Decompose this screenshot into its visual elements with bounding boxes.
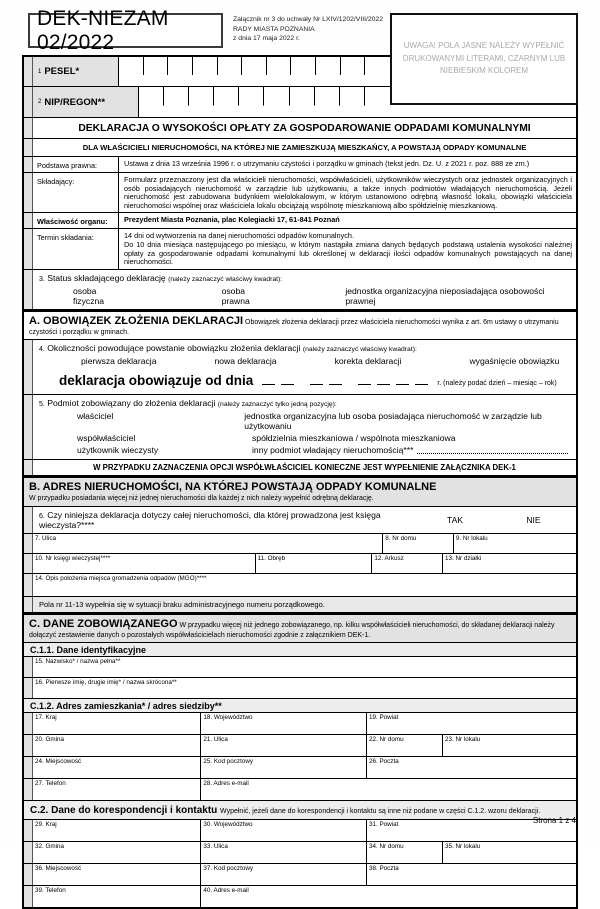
field-nr-domu[interactable] [367, 735, 443, 756]
left-gutter [24, 157, 33, 172]
left-gutter [24, 213, 33, 228]
status-question: 3. Status składającego deklarację (należy zaznaczyć właściwy kwadrat): [39, 272, 283, 283]
left-gutter [24, 173, 33, 212]
option-wygasniecie-obowiazku[interactable]: wygaśnięcie obowiązku [469, 356, 560, 367]
digit-box[interactable] [139, 87, 164, 117]
option-spoldzielnia[interactable]: spółdzielnia mieszkaniowa / wspólnota mieszkaniowa [252, 433, 456, 444]
field-label: 29. Kraj [35, 821, 57, 829]
left-gutter [24, 270, 33, 309]
left-gutter [24, 842, 33, 863]
obliged-entity-question: 5. Podmiot zobowiązany do złożenia deklaracji (należy zaznaczyć tylko jedną pozycję): [39, 398, 337, 409]
field-label: 8. Nr domu [385, 534, 417, 542]
option-korekta-deklaracji[interactable]: korekta deklaracji [334, 356, 402, 367]
left-gutter [24, 657, 33, 677]
field-nr-domu[interactable] [367, 842, 443, 863]
fill-warning-box [390, 13, 578, 105]
field-number: 2 [38, 99, 42, 105]
residence-row-4 [24, 779, 576, 801]
circumstances-options [33, 354, 576, 369]
digit-box[interactable] [119, 57, 144, 86]
left-gutter [24, 678, 33, 698]
field-nr-lokalu[interactable] [443, 735, 576, 756]
legal-basis-label: Podstawa prawna: [33, 157, 119, 172]
legal-basis-text: Ustawa z dnia 13 września 1996 r. o utrzymaniu czystości i porządku w gminach (tekst jedn. Dz. U. z 2021 r. poz. 888 ze zm.) [124, 159, 530, 168]
contact-row-2 [24, 842, 576, 864]
field-label: 34. Nr domu [368, 843, 404, 851]
digit-box[interactable] [315, 87, 340, 117]
left-gutter [24, 340, 33, 394]
option-inny-podmiot[interactable]: inny podmiot władający nieruchomością*** [252, 445, 414, 456]
digit-box[interactable] [239, 87, 264, 117]
field-poczta[interactable] [367, 864, 576, 885]
field-label: 24. Miejscowość [35, 758, 82, 766]
address-row-3 [24, 574, 576, 597]
digit-box[interactable] [193, 57, 218, 86]
circumstances-row [24, 340, 576, 395]
status-options [33, 284, 576, 309]
left-gutter [24, 886, 33, 907]
digit-box[interactable] [267, 57, 292, 86]
option-uzytkownik-wieczysty[interactable]: użytkownik wieczysty [77, 445, 159, 456]
digit-box[interactable] [189, 87, 214, 117]
digit-box[interactable] [365, 57, 390, 86]
authority-label: Właściwość organu: [33, 213, 119, 228]
section-c-header [24, 613, 576, 644]
section-a-note: Obowiązek złożenia deklaracji przez właściciela nieruchomości wynika z art. 6m ustawy o utrzymaniu czystości i porządku w gminach. [29, 318, 559, 336]
field-nr-dzialki[interactable] [443, 554, 576, 573]
field-poczta[interactable] [367, 757, 576, 778]
field-kraj[interactable] [33, 713, 201, 734]
field-label: 23. Nr lokalu [444, 736, 481, 744]
field-nr-lokalu[interactable] [443, 842, 576, 863]
attachment-note [233, 15, 383, 44]
field-label: 35. Nr lokalu [444, 843, 481, 851]
status-row [24, 270, 576, 310]
identity-row-2 [24, 678, 576, 699]
field-adres-email[interactable] [201, 886, 576, 907]
obliged-entity-row [24, 395, 576, 460]
field-label: 15. Nazwisko* / nazwa pełna** [35, 658, 121, 666]
field-nr-domu[interactable] [383, 534, 454, 553]
contact-row-3 [24, 864, 576, 886]
field-label: 16. Pierwsze imię, drugie imię* / nazwa skrócona** [35, 679, 177, 687]
left-gutter [24, 574, 33, 596]
valid-from-year-input[interactable] [355, 373, 431, 388]
option-osoba-prawna[interactable]: osoba prawna [221, 285, 250, 306]
left-gutter [24, 534, 33, 553]
residence-row-1 [24, 713, 576, 735]
left-gutter [24, 118, 33, 138]
address-row-2 [24, 554, 576, 574]
field-label: 36. Miejscowość [35, 865, 82, 873]
option-pierwsza-deklaracja[interactable]: pierwsza deklaracja [81, 356, 157, 367]
coowner-note: W PRZYPADKU ZAZNACZENIA OPCJI WSPÓŁWŁAŚCICIEL KONIECZNE JEST WYPEŁNIENIE ZAŁĄCZNIKA DEK-1 [93, 463, 516, 473]
section-b-title: B. ADRES NIERUCHOMOŚCI, NA KTÓREJ POWSTAJĄ ODPADY KOMUNALNE [29, 481, 437, 494]
field-label: 20. Gmina [35, 736, 65, 744]
field-label: 27. Telefon [35, 780, 66, 788]
field-telefon[interactable] [33, 886, 201, 907]
fields-11-13-note: Pola nr 11-13 wypełnia się w sytuacji braku administracyjnego numeru porządkowego. [33, 597, 576, 612]
field-label: 19. Powiat [368, 714, 399, 722]
field-label: 13. Nr działki [444, 554, 482, 562]
field-label: 21. Ulica [203, 736, 228, 744]
section-c2-note: Wypełnić, jeżeli dane do korespondencji i kontaktu są inne niż podane w części C.1.2. wzoru deklaracji. [220, 808, 541, 816]
field-label: 30. Województwo [203, 821, 253, 829]
digit-box[interactable] [218, 57, 243, 86]
subtitle-row [24, 139, 576, 157]
page-number: Strona 1 z 4 [532, 816, 576, 825]
valid-from-hint: r. (należy podać dzień – miesiąc – rok) [437, 380, 557, 388]
left-gutter [24, 139, 33, 156]
valid-from-month-input[interactable] [307, 373, 345, 388]
field-obreb[interactable] [256, 554, 373, 573]
field-label: 25. Kod pocztowy [203, 758, 254, 766]
field-imiona[interactable] [33, 678, 576, 698]
pesel-input[interactable] [119, 57, 390, 86]
field-label: 22. Nr domu [368, 736, 404, 744]
section-c12-title: C.1.2. Adres zamieszkania* / adres siedziby** [30, 701, 222, 712]
field-arkusz[interactable] [372, 554, 443, 573]
field-wojewodztwo[interactable] [201, 820, 367, 841]
digit-box[interactable] [144, 57, 169, 86]
field-opis-mgo[interactable] [33, 574, 576, 596]
field-label: 10. Nr księgi wieczystej**** [35, 554, 111, 562]
field-wojewodztwo[interactable] [201, 713, 367, 734]
residence-row-2 [24, 735, 576, 757]
digit-box[interactable] [316, 57, 341, 86]
circumstances-question: 4. Okoliczności powodujące powstanie obowiązku złożenia deklaracji (należy zaznaczyć właściwy kwadrat): [39, 343, 417, 354]
section-c-note: W przypadku więcej niż jednego zobowiązanego, np. kilku współwłaścicieli nieruchomości, do składanej deklaracji należy dołączyć zestawienie danych o pozostałych współwłaścicielach nieruchomości zgodnie z załącznikiem DEK-1. [29, 621, 555, 639]
attachment-line: RADY MIASTA POZNANIA [233, 25, 315, 33]
authority-row [24, 213, 576, 229]
field-adres-email[interactable] [201, 779, 576, 800]
left-gutter [24, 87, 33, 117]
left-gutter [24, 713, 33, 734]
section-c11-header [24, 643, 576, 657]
digit-box[interactable] [264, 87, 289, 117]
coowner-note-row [24, 460, 576, 476]
nip-label: 2 NIP/REGON** [33, 87, 139, 117]
left-gutter [24, 554, 33, 573]
left-gutter [24, 779, 33, 800]
field-nr-lokalu[interactable] [454, 534, 576, 553]
section-c12-header [24, 699, 576, 713]
deadline-row [24, 229, 576, 269]
field-nazwisko[interactable] [33, 657, 576, 677]
title-row [24, 117, 576, 139]
authority-text: Prezydent Miasta Poznania, plac Kolegiacki 17, 61-841 Poznań [124, 215, 340, 225]
option-jednostka-organizacyjna[interactable]: jednostka organizacyjna nieposiadająca osobowości prawnej [345, 285, 545, 306]
option-wspolwlasciciel[interactable]: współwłaściciel [77, 433, 136, 444]
field-label: 9. Nr lokalu [455, 534, 488, 542]
land-register-question: 6. Czy niniejsza deklaracja dotyczy całej nieruchomości, dla której prowadzona jest księga wieczysta?**** [39, 509, 381, 530]
field-label: 11. Obręb [257, 554, 286, 562]
field-powiat[interactable] [367, 713, 576, 734]
declaration-form [22, 55, 578, 909]
field-gmina[interactable] [33, 842, 201, 863]
digit-box[interactable] [168, 57, 193, 86]
id-fields [24, 57, 390, 117]
digit-box[interactable] [290, 87, 315, 117]
valid-from-label: deklaracja obowiązuje od dnia [59, 373, 254, 389]
field-kod-pocztowy[interactable] [201, 757, 367, 778]
deadline-label: Termin składania: [33, 229, 119, 268]
field-label: 7. Ulica [35, 534, 56, 542]
section-a-title: A. OBOWIĄZEK ZŁOŻENIA DEKLARACJI [29, 314, 244, 327]
other-entity-input[interactable] [417, 445, 568, 454]
left-gutter [24, 735, 33, 756]
field-label: 32. Gmina [35, 843, 65, 851]
left-gutter [24, 57, 33, 86]
attachment-line: Załącznik nr 3 do uchwały Nr LXIV/1202/VIII/2022 [233, 16, 383, 23]
field-label: 12. Arkusz [374, 554, 404, 562]
option-wlasciciel[interactable]: właściciel [77, 411, 114, 422]
fields-note-row [24, 597, 576, 613]
form-code-box [28, 6, 223, 54]
filer-row [24, 173, 576, 213]
section-a-header [24, 310, 576, 341]
section-c11-title: C.1.1. Dane identyfikacyjne [30, 645, 147, 656]
left-gutter [24, 507, 33, 533]
form-title: DEKLARACJA O WYSOKOŚCI OPŁATY ZA GOSPODAROWANIE ODPADAMI KOMUNALNYMI [78, 123, 531, 134]
deadline-text: 14 dni od wytworzenia na danej nieruchomości odpadów komunalnych. Do 10 dnia miesiąca następującego po miesiącu, w którym nastąpiła zmiana danych będących podstawą ustalenia wysokości należnej opłaty za gospodarowanie odpadami komunalnymi lub określonej w deklaracji ilości odpadów komunalnych powstających na danej nieruchomości. [124, 231, 572, 267]
land-register-question-row [24, 507, 576, 534]
section-b-header [24, 476, 576, 507]
address-row-1 [24, 534, 576, 554]
digit-box[interactable] [365, 87, 390, 117]
field-telefon[interactable] [33, 779, 201, 800]
nip-input[interactable] [139, 87, 390, 117]
residence-row-3 [24, 757, 576, 779]
field-label: 17. Kraj [35, 714, 57, 722]
form-code: DEK-NIEZAM 02/2022 [37, 6, 169, 54]
identity-row-1 [24, 657, 576, 678]
filer-label: Składający: [33, 173, 119, 212]
digit-box[interactable] [341, 57, 366, 86]
field-miejscowosc[interactable] [33, 757, 201, 778]
option-jednostka-lub-osoba[interactable]: jednostka organizacyjna lub osoba posiadająca nieruchomość w zarządzie lub użytkowaniu [244, 411, 542, 432]
digit-box[interactable] [164, 87, 189, 117]
field-ulica[interactable] [201, 842, 367, 863]
field-label: 38. Poczta [368, 865, 399, 873]
form-subtitle: DLA WŁAŚCICIELI NIERUCHOMOŚCI, NA KTÓREJ NIE ZAMIESZKUJĄ MIESZKAŃCY, A POWSTAJĄ ODPADY KOMUNALNE [82, 143, 527, 152]
fill-warning-text: UWAGA! POLA JASNE NALEŻY WYPEŁNIĆ DRUKOWANYMI LITERAMI, CZARNYM LUB NIEBIESKIM KOLOREM [402, 41, 566, 76]
field-kraj[interactable] [33, 820, 201, 841]
field-gmina[interactable] [33, 735, 201, 756]
field-label: 39. Telefon [35, 887, 66, 895]
section-c2-title: C.2. Dane do korespondencji i kontaktu [30, 805, 218, 817]
section-c-title: C. DANE ZOBOWIĄZANEGO [29, 617, 178, 630]
contact-row-4 [24, 886, 576, 907]
left-gutter [24, 820, 33, 841]
left-gutter [24, 864, 33, 885]
attachment-line: z dnia 17 maja 2022 r. [233, 35, 300, 43]
field-number: 1 [38, 68, 42, 75]
digit-box[interactable] [214, 87, 239, 117]
pesel-row [24, 57, 390, 87]
field-ulica[interactable] [201, 735, 367, 756]
option-nowa-deklaracja[interactable]: nowa deklaracja [214, 356, 277, 367]
valid-from-line [33, 369, 576, 394]
left-gutter [24, 597, 33, 612]
digit-box[interactable] [291, 57, 316, 86]
option-nie[interactable]: NIE [526, 514, 541, 525]
field-miejscowosc[interactable] [33, 864, 201, 885]
option-tak[interactable]: TAK [446, 514, 464, 525]
digit-box[interactable] [242, 57, 267, 86]
field-nr-ksiegi[interactable] [33, 554, 256, 573]
left-gutter [24, 460, 33, 475]
section-b-note: W przypadku posiadania więcej niż jednej nieruchomości dla każdej z nich należy wypełnić odrębną deklarację. [29, 495, 374, 503]
field-label: 14. Opis położenia miejsca gromadzenia odpadów (MGO)**** [35, 574, 207, 582]
field-label: 26. Poczta [368, 758, 399, 766]
legal-basis-row [24, 157, 576, 173]
filer-text: Formularz przeznaczony jest dla właścicieli nieruchomości, współwłaścicieli, użytkowników wieczystych oraz jednostek organizacyjnych i osób posiadających nieruchomość w zarządzie lub użytkowaniu, a także innych podmiotów władających nieruchomością. Jeżeli nieruchomość jest zabudowana budynkiem wielolokalowym, w którym ustanowiono odrębną własność lokalu, obowiązki właściciela nieruchomości wspólnej oraz właściciela lokalu obciążają wspólnotę mieszkaniową albo spółdzielnię mieszkaniową. [124, 175, 572, 210]
field-label: 37. Kod pocztowy [203, 865, 254, 873]
section-c2-header [24, 801, 576, 820]
left-gutter [24, 395, 33, 459]
field-label: 33. Ulica [203, 843, 228, 851]
option-osoba-fizyczna[interactable]: osoba fizyczna [73, 285, 105, 306]
contact-row-1 [24, 820, 576, 842]
field-label: 31. Powiat [368, 821, 399, 829]
left-gutter [24, 757, 33, 778]
digit-box[interactable] [340, 87, 365, 117]
field-ulica[interactable] [33, 534, 383, 553]
field-label: 28. Adres e-mail [203, 780, 249, 788]
field-label: 18. Województwo [203, 714, 253, 722]
valid-from-day-input[interactable] [259, 373, 297, 388]
pesel-label: 1 PESEL* [33, 57, 119, 86]
left-gutter [24, 229, 33, 268]
field-label: 40. Adres e-mail [203, 887, 249, 895]
field-kod-pocztowy[interactable] [201, 864, 367, 885]
nip-row [24, 87, 390, 117]
